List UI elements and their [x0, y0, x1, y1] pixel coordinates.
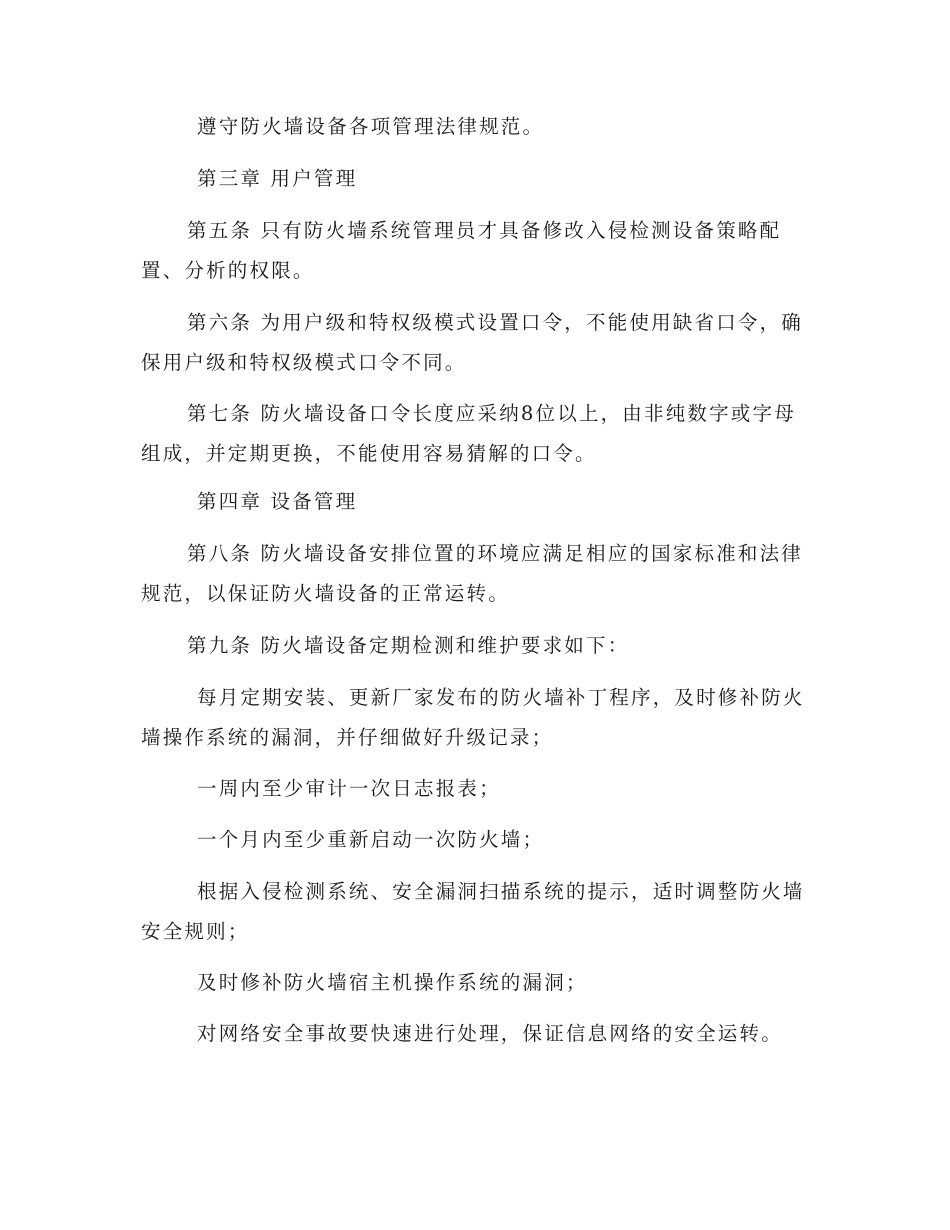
- list-item: 每月定期安装、更新厂家发布的防火墙补丁程序，及时修补防火: [197, 686, 805, 709]
- article-line: 置、分析的权限。: [141, 259, 315, 282]
- list-item: 对网络安全事故要快速进行处理，保证信息网络的安全运转。: [197, 1022, 783, 1045]
- article-line: 组成，并定期更换，不能使用容易猜解的口令。: [141, 442, 597, 465]
- article-line: 第七条 防火墙设备口令长度应采纳8位以上，由非纯数字或字母: [187, 402, 796, 425]
- list-item: 一周内至少审计一次日志报表；: [197, 777, 501, 800]
- chapter-heading: 第四章 设备管理: [197, 490, 358, 513]
- chapter-heading: 第三章 用户管理: [197, 167, 358, 190]
- article-line: 规范，以保证防火墙设备的正常运转。: [141, 582, 510, 605]
- article-line: 第六条 为用户级和特权级模式设置口令，不能使用缺省口令，确: [187, 311, 803, 334]
- text-line: 遵守防火墙设备各项管理法律规范。: [197, 115, 545, 138]
- article-line: 保用户级和特权级模式口令不同。: [141, 351, 467, 374]
- article-line: 第九条 防火墙设备定期检测和维护要求如下：: [187, 634, 630, 657]
- list-item: 及时修补防火墙宿主机操作系统的漏洞；: [197, 971, 588, 994]
- article-line: 第八条 防火墙设备安排位置的环境应满足相应的国家标准和法律: [187, 542, 803, 565]
- list-item: 墙操作系统的漏洞，并仔细做好升级记录；: [141, 726, 554, 749]
- article-line: 第五条 只有防火墙系统管理员才具备修改入侵检测设备策略配: [187, 219, 782, 242]
- list-item: 安全规则；: [141, 920, 250, 943]
- list-item: 根据入侵检测系统、安全漏洞扫描系统的提示，适时调整防火墙: [197, 880, 805, 903]
- list-item: 一个月内至少重新启动一次防火墙；: [197, 828, 545, 851]
